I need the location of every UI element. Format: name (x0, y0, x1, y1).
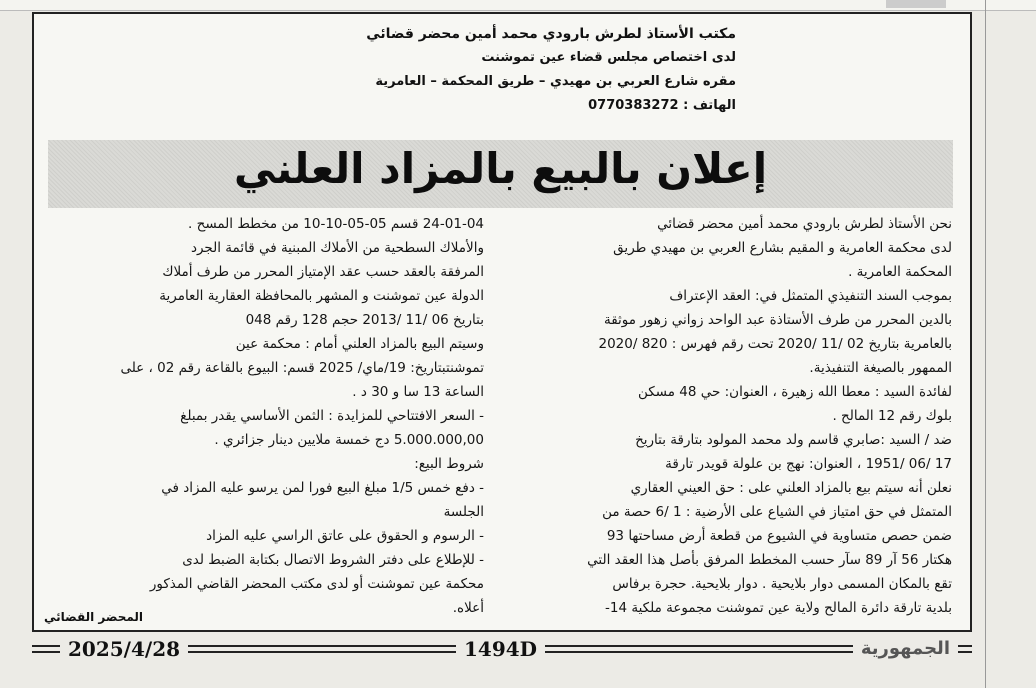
text-line: بلدية تارقة دائرة المالح ولاية عين تموشنت مجموعة ملكية 14- (604, 600, 952, 616)
page-footer (32, 636, 972, 666)
text-line: هكتار 56 آر 89 سآر حسب المخطط المرفق بأصل هذا العقد التي (587, 552, 952, 568)
text-line: تموشنتبتاريخ: 19/ماي/ 2025 قسم: البيوع بالقاعة رقم 02 ، على (120, 360, 484, 376)
right-column (512, 212, 952, 620)
text-line: بلوك رقم 12 المالح . (832, 408, 952, 424)
text-line: - الرسوم و الحقوق على عاتق الراسي عليه المزاد (206, 528, 484, 544)
text-line: المحكمة العامرية . (848, 264, 952, 280)
text-line: وسيتم البيع بالمزاد العلني أمام : محكمة عين (235, 336, 484, 352)
text-line: - للإطلاع على دفتر الشروط الاتصال بكتابة الضبط لدى (182, 552, 484, 568)
text-line: ضمن حصص متساوية في الشيوع من قطعة أرض مساحتها 93 (606, 528, 952, 544)
office-header (316, 22, 736, 118)
office-line-3: مقره شارع العربي بن مهيدي – طريق المحكمة – العامرية (375, 74, 736, 89)
title-banner (48, 140, 953, 208)
text-line: - دفع خمس 1/5 مبلغ البيع فورا لمن يرسو عليه المزاد في (161, 480, 484, 496)
signature-label: المحضر القضائي (44, 610, 144, 624)
text-line: - السعر الافتتاحي للمزايدة : الثمن الأساسي يقدر بمبلغ (180, 408, 484, 424)
text-line: الجلسة (443, 504, 484, 520)
text-line: ضد / السيد :صابري قاسم ولد محمد المولود بتارقة بتاريخ (635, 432, 952, 448)
office-line-1: مكتب الأستاذ لطرش بارودي محمد أمين محضر قضائي (366, 26, 736, 42)
office-phone: الهاتف : 0770383272 (588, 98, 736, 113)
footer-date: 2025/4/28 (60, 636, 188, 662)
page-edge (985, 0, 986, 688)
text-line: تقع بالمكان المسمى دوار بلايحية . دوار بلايحية. حجرة برفاس (612, 576, 952, 592)
text-line: الممهور بالصيغة التنفيذية. (809, 360, 952, 376)
top-strip (0, 0, 1036, 11)
text-line: 5.000.000,00 دج خمسة ملايين دينار جزائري . (214, 432, 484, 448)
text-line: بالدين المحرر من طرف الأستاذة عبد الواحد زواني زهور موثقة (603, 312, 952, 328)
text-line: بالعامرية بتاريخ 02 /11 /2020 تحت رقم فهرس : 820 /2020 (598, 336, 952, 352)
footer-code: 1494D (456, 636, 545, 662)
text-line: الساعة 13 سا و 30 د . (352, 384, 484, 400)
text-line: والأملاك السطحية من الأملاك المبنية في قائمة الجرد (190, 240, 484, 256)
text-line: المتمثل في حق امتياز في الشياع على الأرضية : 1 /6 حصة من (602, 504, 952, 520)
ad-title: إعلان بالبيع بالمزاد العلني (233, 144, 768, 193)
masthead-fragment (886, 0, 946, 8)
text-line: بموجب السند التنفيذي المتمثل في: العقد الإعتراف (669, 288, 952, 304)
text-line: الدولة عين تموشنت و المشهر بالمحافظة العقارية العامرية (159, 288, 484, 304)
text-line: نحن الأستاذ لطرش بارودي محمد أمين محضر قضائي (657, 216, 952, 232)
text-line: لدى محكمة العامرية و المقيم بشارع العربي بن مهيدي طريق (613, 240, 952, 256)
text-line: أعلاه. (452, 600, 484, 616)
text-line: لفائدة السيد : معطا الله زهيرة ، العنوان: حي 48 مسكن (637, 384, 952, 400)
text-line: شروط البيع: (414, 456, 484, 472)
text-line: محكمة عين تموشنت أو لدى مكتب المحضر القاضي المذكور (149, 576, 484, 592)
text-line: 24-01-04 قسم 05-05-10-10 من مخطط المسح . (188, 216, 484, 232)
text-line: نعلن أنه سيتم بيع بالمزاد العلني على : حق العيني العقاري (630, 480, 952, 496)
newspaper-logo: الجمهورية (853, 636, 958, 662)
left-column (58, 212, 484, 620)
text-line: 17 /06 /1951 ، العنوان: نهج بن علولة قويدر تارقة (665, 456, 952, 472)
text-line: بتاريخ 06 /11 /2013 حجم 128 رقم 048 (245, 312, 484, 328)
office-line-2: لدى اختصاص مجلس قضاء عين تموشنت (481, 50, 736, 65)
text-line: المرفقة بالعقد حسب عقد الإمتياز المحرر من طرف أملاك (162, 264, 484, 280)
